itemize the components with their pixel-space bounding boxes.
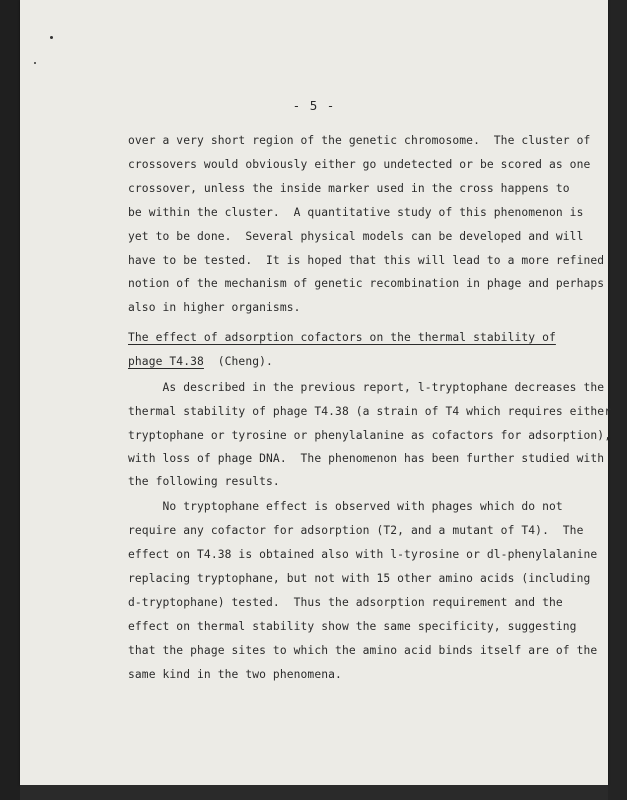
section-heading-author: (Cheng). xyxy=(203,355,273,368)
scan-left-border xyxy=(0,0,20,800)
text-line: As described in the previous report, l-tryptophane decreases the xyxy=(128,381,605,394)
paper-speck xyxy=(34,62,36,64)
text-line: effect on thermal stability show the same specificity, suggesting xyxy=(128,620,577,633)
section-heading-line-2 xyxy=(128,355,273,368)
text-line: crossovers would obviously either go undetected or be scored as one xyxy=(128,158,591,171)
text-line: be within the cluster. A quantitative study of this phenomenon is xyxy=(128,206,584,219)
section-heading-title-end: phage T4.38 xyxy=(128,355,204,368)
scan-right-border xyxy=(608,0,627,800)
text-line: No tryptophane effect is observed with phages which do not xyxy=(128,500,563,513)
section-heading-line-1: The effect of adsorption cofactors on the thermal stability of xyxy=(128,331,556,344)
paper-speck xyxy=(50,36,53,39)
text-line: tryptophane or tyrosine or phenylalanine as cofactors for adsorption), xyxy=(128,429,612,442)
text-line: effect on T4.38 is obtained also with l-tyrosine or dl-phenylalanine xyxy=(128,548,598,561)
text-line: replacing tryptophane, but not with 15 other amino acids (including xyxy=(128,572,591,585)
text-line: same kind in the two phenomena. xyxy=(128,668,342,681)
text-line: that the phage sites to which the amino acid binds itself are of the xyxy=(128,644,598,657)
text-line: over a very short region of the genetic chromosome. The cluster of xyxy=(128,134,591,147)
scan-bottom-border xyxy=(20,785,608,800)
text-line: the following results. xyxy=(128,475,280,488)
text-line: yet to be done. Several physical models can be developed and will xyxy=(128,230,584,243)
text-line: crossover, unless the inside marker used in the cross happens to xyxy=(128,182,570,195)
text-line: with loss of phage DNA. The phenomenon has been further studied with xyxy=(128,452,605,465)
text-line: d-tryptophane) tested. Thus the adsorption requirement and the xyxy=(128,596,563,609)
page-number: - 5 - xyxy=(292,98,336,113)
text-line: thermal stability of phage T4.38 (a strain of T4 which requires either xyxy=(128,405,612,418)
document-page xyxy=(20,0,612,785)
text-line: also in higher organisms. xyxy=(128,301,301,314)
text-line: require any cofactor for adsorption (T2, and a mutant of T4). The xyxy=(128,524,584,537)
text-line: notion of the mechanism of genetic recombination in phage and perhaps xyxy=(128,277,605,290)
text-line: have to be tested. It is hoped that this will lead to a more refined xyxy=(128,254,605,267)
